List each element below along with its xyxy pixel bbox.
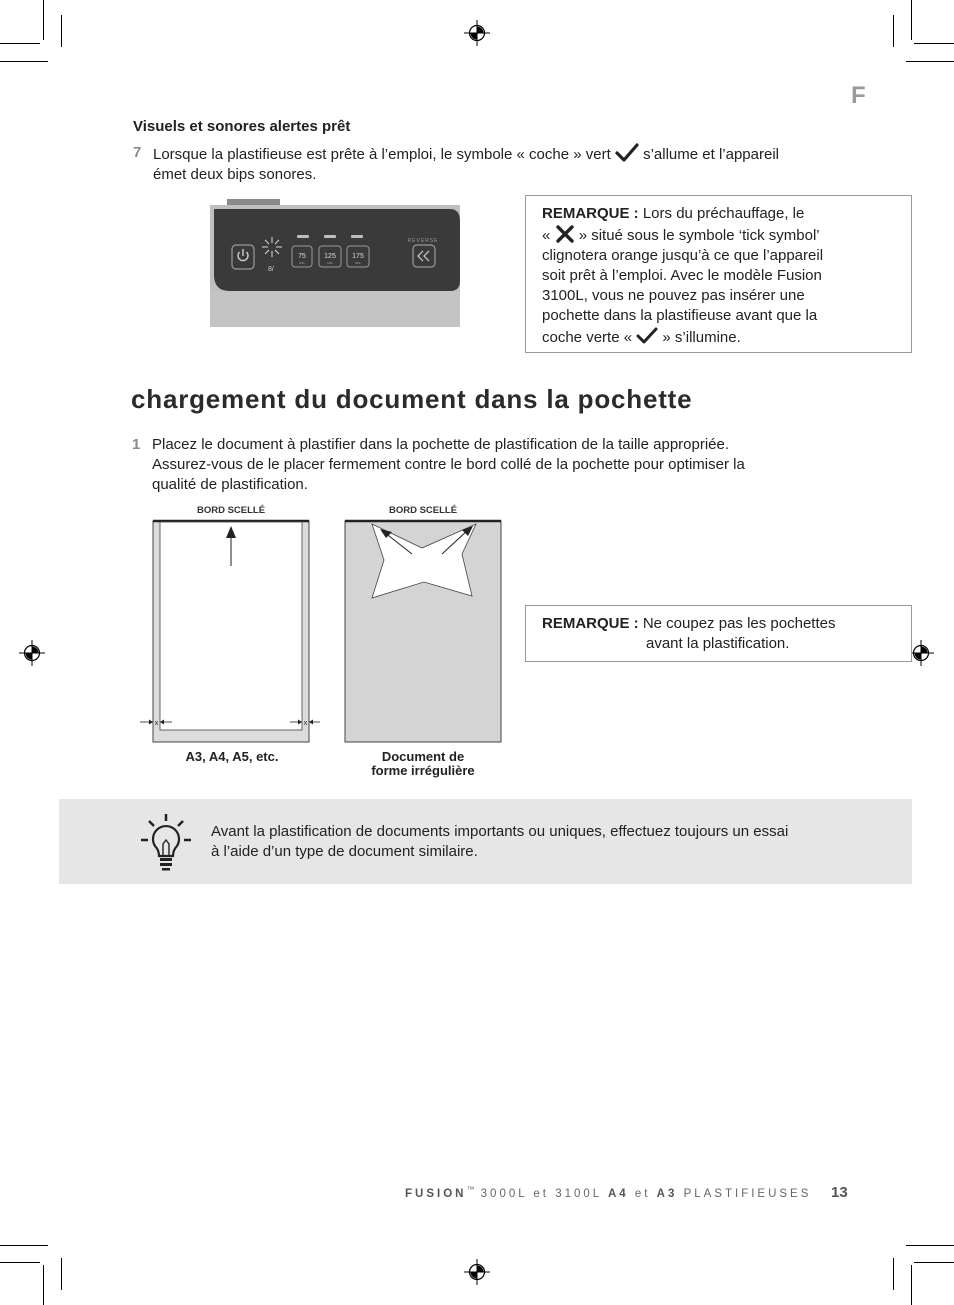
standard-pouch-diagram <box>140 518 320 746</box>
crop-mark <box>906 61 954 62</box>
crop-mark <box>914 43 954 44</box>
step-line-2: Assurez-vous de le placer fermement contre le bord collé de la pochette pour optimiser la <box>152 456 745 473</box>
registration-mark-icon <box>464 1259 490 1285</box>
note-line-1: REMARQUE : Ne coupez pas les pochettes <box>542 615 836 632</box>
note-line-7: coche verte « » s’illumine. <box>542 326 911 348</box>
check-icon <box>615 143 639 163</box>
crop-mark <box>893 1258 894 1290</box>
note-line-6: pochette dans la plastifieuse avant que la <box>542 307 818 324</box>
control-panel-illustration <box>210 199 460 327</box>
lightbulb-icon <box>139 812 193 872</box>
footer-title: FUSION™ 3000L et 3100L A4 et A3 PLASTIFIEUSES <box>405 1185 812 1200</box>
seal-label-left: BORD SCELLÉ <box>196 505 266 516</box>
crop-mark <box>61 1258 62 1290</box>
crop-mark <box>0 61 48 62</box>
temp-label: 75 <box>298 253 306 260</box>
step-line-1 <box>153 143 833 165</box>
caption-standard: A3, A4, A5, etc. <box>185 749 279 764</box>
section-heading: chargement du document dans la pochette <box>131 384 693 414</box>
crop-mark <box>61 15 62 47</box>
language-tab: F <box>851 82 866 109</box>
crop-mark <box>43 0 44 40</box>
note-label: REMARQUE : <box>542 615 639 632</box>
cross-icon <box>555 224 575 244</box>
registration-mark-icon <box>464 20 490 46</box>
crop-mark <box>0 43 40 44</box>
page-number: 13 <box>831 1184 848 1201</box>
note-preheat <box>525 195 912 353</box>
registration-mark-icon <box>19 640 45 666</box>
irregular-pouch-diagram <box>344 518 504 746</box>
ready-alerts-heading: Visuels et sonores alertes prêt <box>133 118 351 135</box>
crop-mark <box>893 15 894 47</box>
note-line-1: REMARQUE : Lors du préchauffage, le <box>542 205 805 222</box>
crop-mark <box>906 1245 954 1246</box>
note-label: REMARQUE : <box>542 205 639 222</box>
step-line-3: qualité de plastification. <box>152 476 308 493</box>
temp-label: 175 <box>352 253 364 260</box>
note-line-2: avant la plastification. <box>646 635 790 652</box>
crop-mark <box>43 1265 44 1305</box>
note-line-4: soit prêt à l’emploi. Avec le modèle Fusion <box>542 267 822 284</box>
step-line-2: émet deux bips sonores. <box>153 166 317 183</box>
ready-alerts-step <box>133 143 833 185</box>
note-line-2: « » situé sous le symbole ‘tick symbol’ <box>542 224 911 246</box>
temp-sublabel: MIC <box>355 261 361 265</box>
step-text-before-icon: Lorsque la plastifieuse est prête à l’emploi, le symbole « coche » vert <box>153 146 611 163</box>
note-do-not-cut <box>525 605 912 662</box>
caption-irregular: Document de forme irrégulière <box>371 749 475 778</box>
margin-marker: x <box>303 720 308 727</box>
reverse-label: REVERSE <box>407 238 439 244</box>
svg-text:8/: 8/ <box>268 266 274 273</box>
crop-mark <box>0 1245 48 1246</box>
seal-label-right: BORD SCELLÉ <box>388 505 458 516</box>
step-number: 1 <box>132 436 141 453</box>
tip-text: Avant la plastification de documents importants ou uniques, effectuez toujours un essai à l’aide d’un type de document similaire. <box>211 823 789 860</box>
margin-marker: x <box>154 720 159 727</box>
step-number: 7 <box>133 144 142 161</box>
note-line-5: 3100L, vous ne pouvez pas insérer une <box>542 287 805 304</box>
crop-mark <box>911 0 912 40</box>
loading-step <box>132 435 832 495</box>
crop-mark <box>914 1262 954 1263</box>
step-text-after-icon: s’allume et l’appareil <box>643 146 779 163</box>
temp-label: 125 <box>324 253 336 260</box>
temp-sublabel: MIC <box>327 261 333 265</box>
note-line-3: clignotera orange jusqu’à ce que l’appareil <box>542 247 824 264</box>
step-line-1: Placez le document à plastifier dans la pochette de plastification de la taille appropriée. <box>152 436 730 453</box>
crop-mark <box>0 1262 40 1263</box>
temp-sublabel: MIC <box>299 261 305 265</box>
check-icon <box>636 326 658 346</box>
tip-box <box>59 799 912 884</box>
crop-mark <box>911 1265 912 1305</box>
